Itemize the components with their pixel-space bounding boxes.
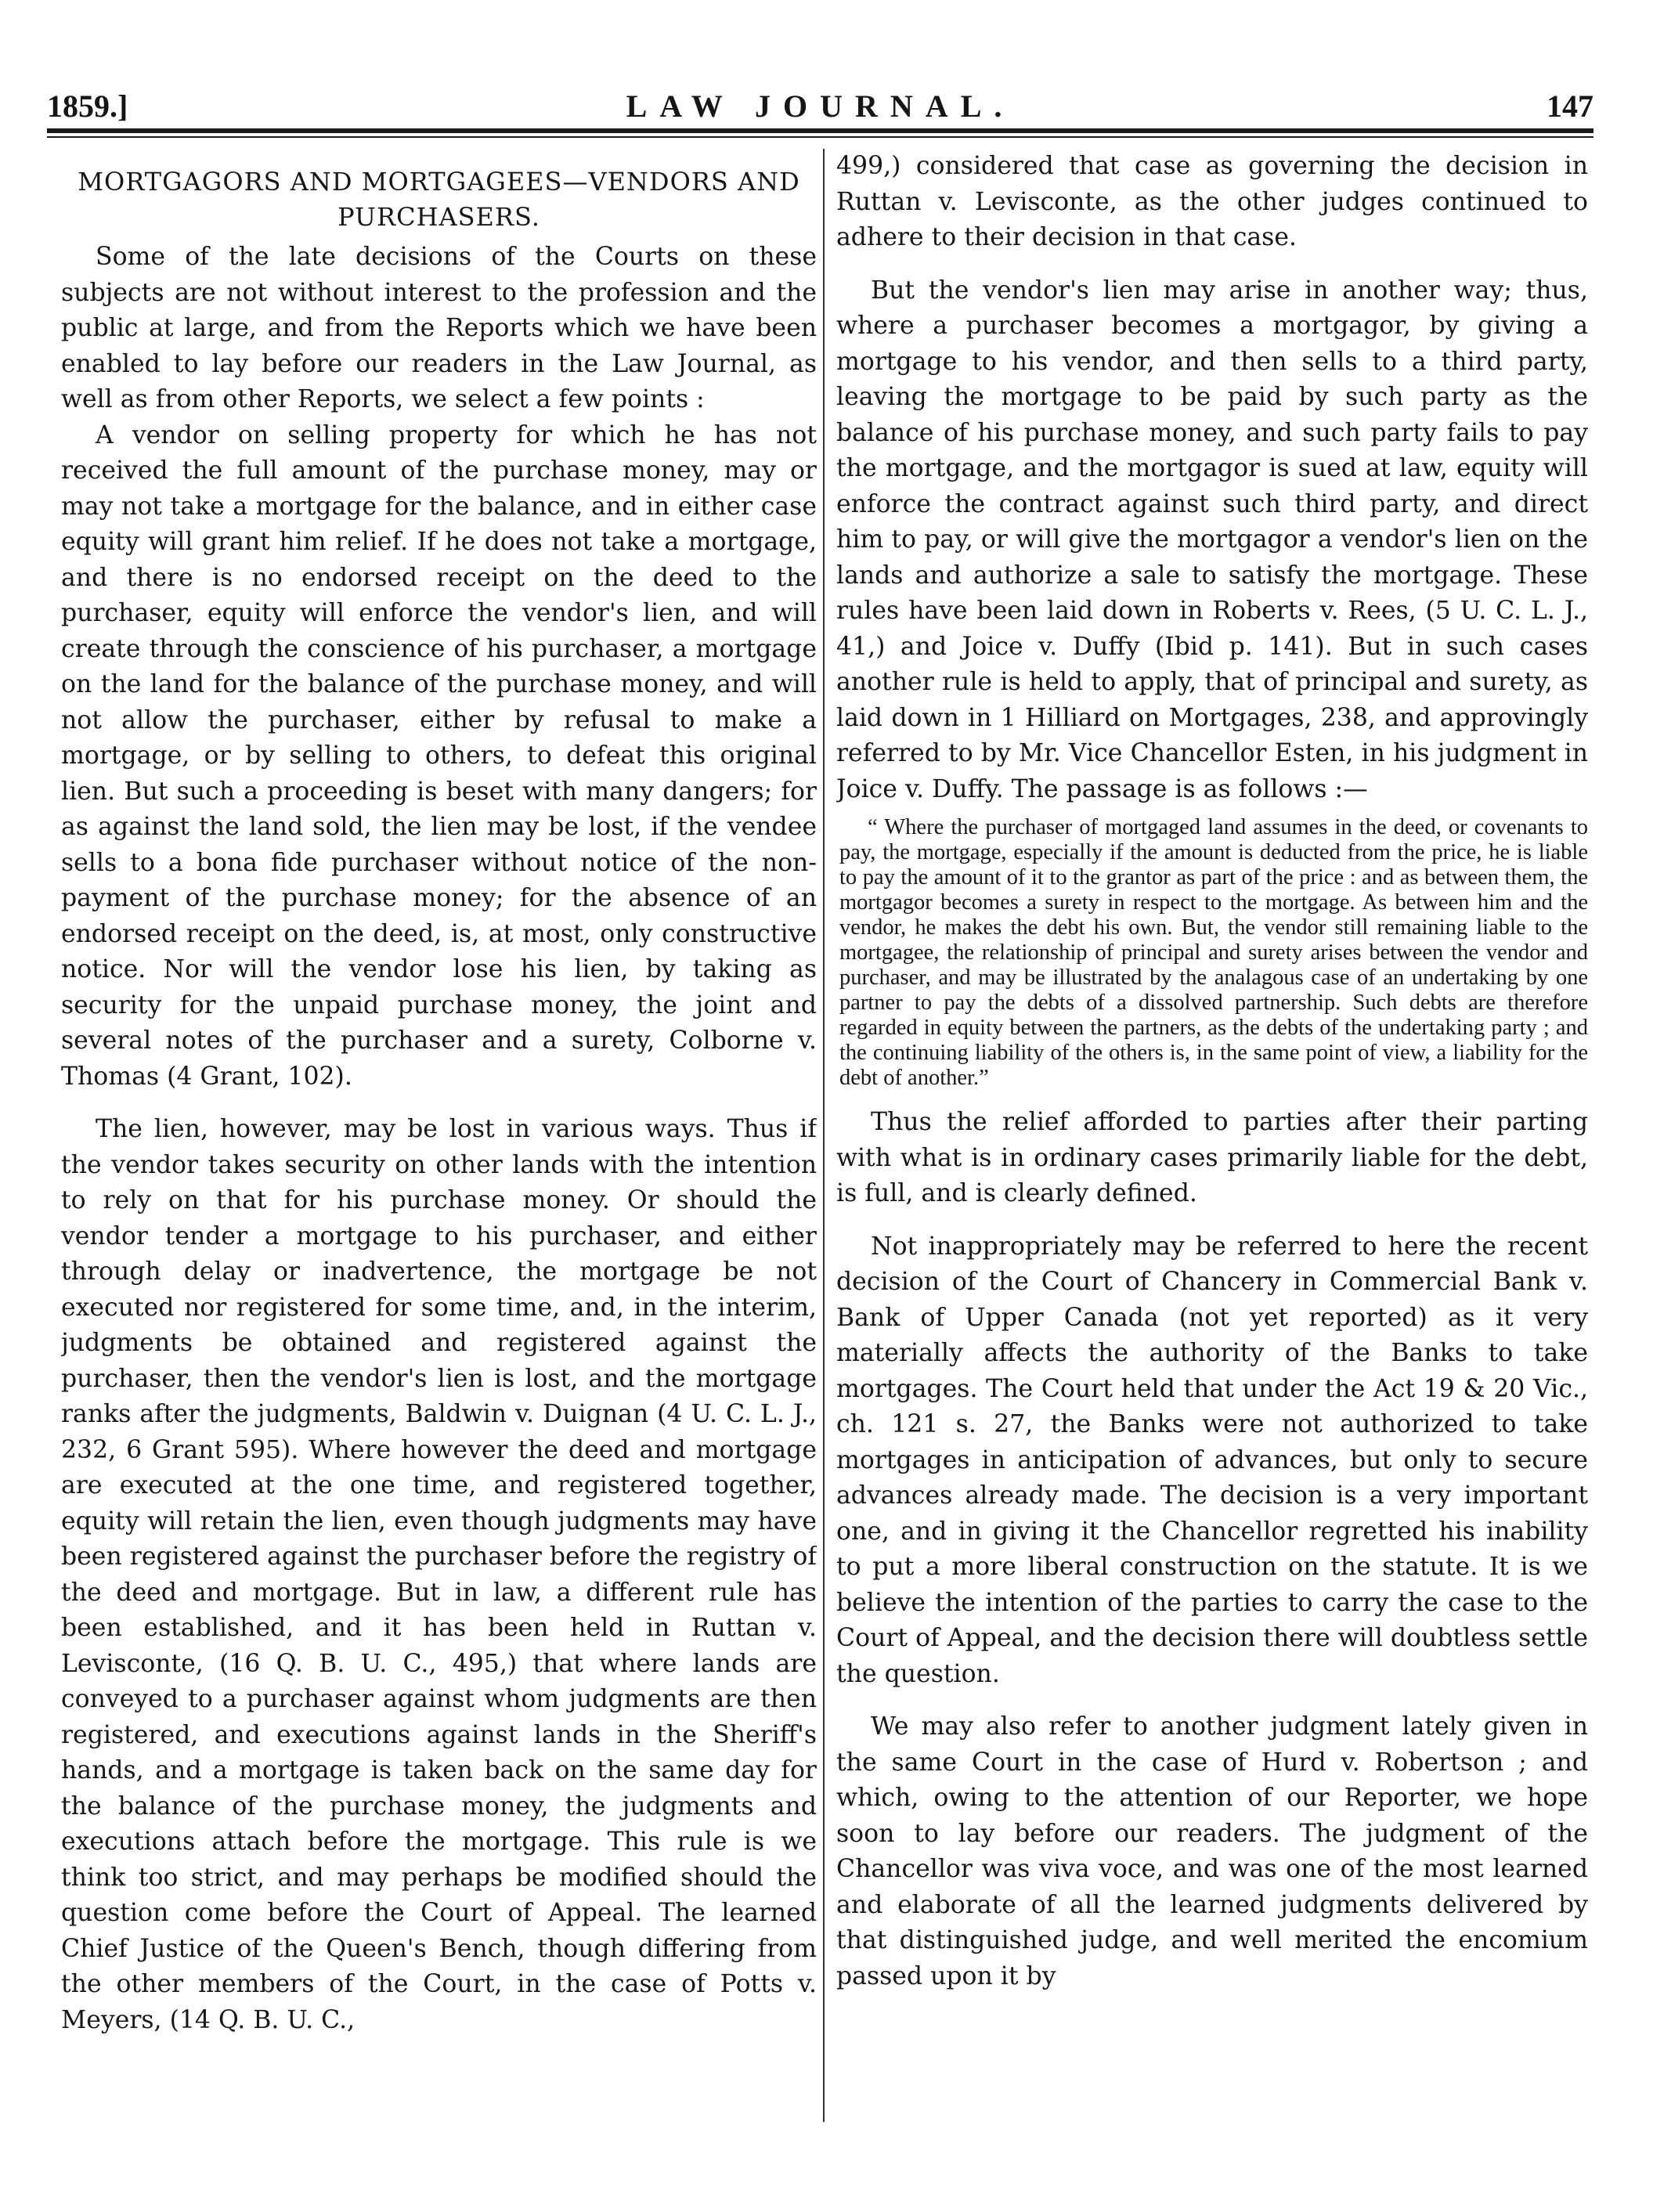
running-header bbox=[47, 88, 1593, 128]
header-rule-thin bbox=[47, 136, 1593, 138]
article-heading: MORTGAGORS AND MORTGAGEES—VENDORS AND PURCHASERS. bbox=[78, 167, 800, 232]
left-column bbox=[61, 149, 817, 2122]
left-paragraph-1: Some of the late decisions of the Courts on these subjects are not without interest to the profession and the public at large, and from the Reports which we have been enabled to lay before our readers in the Law Journal, as well as from other Reports, we select a few points : bbox=[61, 243, 817, 413]
right-paragraph-5: We may also refer to another judgment lately given in the same Court in the case of Hurd v. Robertson ; and which, owing to the attention of our Reporter, we hope soon to lay before our readers. The judgment of the Chancellor was viva voce, and was one of the most learned and elaborate of all the learned judgments delivered by that distinguished judge, and well merited the encomium passed upon it by bbox=[836, 1712, 1588, 1990]
column-divider bbox=[823, 149, 825, 2122]
right-paragraph-1: 499,) considered that case as governing the decision in Ruttan v. Levisconte, as the other judges continued to adhere to their decision in that case. bbox=[836, 152, 1588, 251]
right-column bbox=[836, 149, 1588, 2122]
header-rule-thick bbox=[47, 128, 1593, 133]
header-year: 1859.] bbox=[47, 88, 128, 124]
right-paragraph-2: But the vendor's lien may arise in another way; thus, where a purchaser becomes a mortgagor, by giving a mortgage to his vendor, and then sells to a third party, leaving the mortgage to be paid by such party as the balance of his purchase money, and such party fails to pay the mortgage, and the mortgagor is sued at law, equity will enforce the contract against such third party, and direct him to pay, or will give the mortgagor a vendor's lien on the lands and authorize a sale to satisfy the mortgage. These rules have been laid down in Roberts v. Rees, (5 U. C. L. J., 41,) and Joice v. Duffy (Ibid p. 141). But in such cases another rule is held to apply, that of principal and surety, as laid down in 1 Hilliard on Mortgages, 238, and approvingly referred to by Mr. Vice Chancellor Esten, in his judgment in Joice v. Duffy. The passage is as follows :— bbox=[836, 276, 1588, 803]
right-paragraph-4: Not inappropriately may be referred to here the recent decision of the Court of Chancery in Commercial Bank v. Bank of Upper Canada (not yet reported) as it very materially affects the authority of the Banks to take mortgages. The Court held that under the Act 19 & 20 Vic., ch. 121 s. 27, the Banks were not authorized to take mortgages in anticipation of advances, but only to secure advances already made. The decision is a very important one, and in giving it the Chancellor regretted his inability to put a more liberal construction on the statute. It is we believe the intention of the parties to carry the case to the Court of Appeal, and the decision there will doubtless settle the question. bbox=[836, 1232, 1588, 1688]
right-paragraph-3: Thus the relief afforded to parties after their parting with what is in ordinary cases primarily liable for the debt, is full, and is clearly defined. bbox=[836, 1108, 1588, 1207]
journal-title: LAW JOURNAL. bbox=[626, 88, 1015, 124]
left-paragraph-2: A vendor on selling property for which he has not received the full amount of the purchase money, may or may not take a mortgage for the balance, and in either case equity will grant him relief. If he does not take a mortgage, and there is no endorsed receipt on the deed to the purchaser, equity will enforce the vendor's lien, and will create through the conscience of his purchaser, a mortgage on the land for the balance of the purchase money, and will not allow the purchaser, either by refusal to make a mortgage, or by selling to others, to defeat this original lien. But such a proceeding is beset with many dangers; for as against the land sold, the lien may be lost, if the vendee sells to a bona fide purchaser without notice of the non-payment of the purchase money; for the absence of an endorsed receipt on the deed, is, at most, only constructive notice. Nor will the vendor lose his lien, by taking as security for the unpaid purchase money, the joint and several notes of the purchaser and a surety, Colborne v. Thomas (4 Grant, 102). bbox=[61, 420, 817, 1091]
block-quote: “ Where the purchaser of mortgaged land assumes in the deed, or covenants to pay, the mortgage, especially if the amount is deducted from the price, he is liable to pay the amount of it to the grantor as part of the price : and as between them, the mortgagor becomes a surety in respect to the mortgage. As between him and the vendor, he makes the debt his own. But, the vendor still remaining liable to the mortgagee, the relationship of principal and surety arises between the vendor and purchaser, and may be illustrated by the analagous case of an undertaking by one partner to pay the debts of a dissolved partnership. Such debts are therefore regarded in equity between the partners, as the debts of the undertaking party ; and the continuing liability of the others is, in the same point of view, a liability for the debt of another.” bbox=[839, 815, 1588, 1090]
page-number: 147 bbox=[1547, 88, 1593, 124]
left-paragraph-3: The lien, however, may be lost in various ways. Thus if the vendor takes security on other lands with the intention to rely on that for his purchase money. Or should the vendor tender a mortgage to his purchaser, and either through delay or inadvertence, the mortgage be not executed nor registered for some time, and, in the interim, judgments be obtained and registered against the purchaser, then the vendor's lien is lost, and the mortgage ranks after the judgments, Baldwin v. Duignan (4 U. C. L. J., 232, 6 Grant 595). Where however the deed and mortgage are executed at the one time, and registered together, equity will retain the lien, even though judgments may have been registered against the purchaser before the registry of the deed and mortgage. But in law, a different rule has been established, and it has been held in Ruttan v. Levisconte, (16 Q. B. U. C., 495,) that where lands are conveyed to a purchaser against whom judgments are then registered, and executions against lands in the Sheriff's hands, and a mortgage is taken back on the same day for the balance of the purchase money, the judgments and executions attach before the mortgage. This rule is we think too strict, and may perhaps be modified should the question come before the Court of Appeal. The learned Chief Justice of the Queen's Bench, though differing from the other members of the Court, in the case of Potts v. Meyers, (14 Q. B. U. C., bbox=[61, 1115, 817, 2034]
